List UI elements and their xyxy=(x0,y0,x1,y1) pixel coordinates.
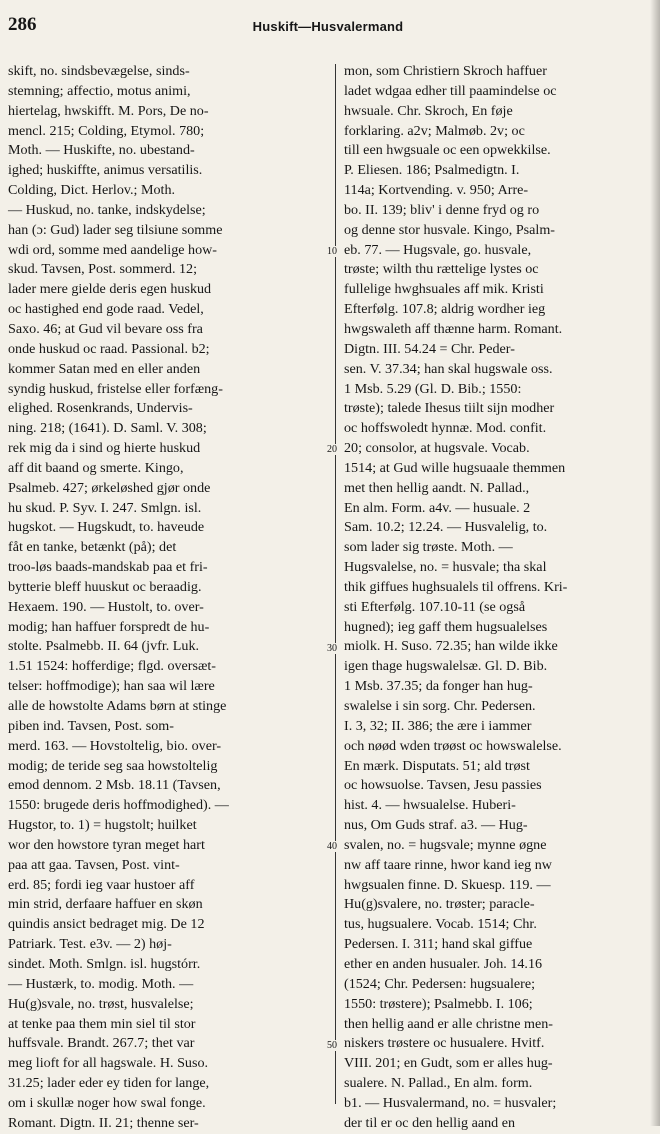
text-line: Saxo. 46; at Gud vil bevare oss fra xyxy=(8,320,203,337)
text-line: alle de howstolte Adams børn at stinge xyxy=(8,698,227,714)
text-line: ladet wdgaa edher till paamindelse oc xyxy=(344,82,557,99)
text-line: hugned); ieg gaff them hugsualelses xyxy=(344,618,548,635)
text-line: (1524; Chr. Pedersen: hugsualere; xyxy=(344,975,536,992)
text-line: Sam. 10.2; 12.24. — Husvalelig, to. xyxy=(344,519,548,536)
text-line: — Hustærk, to. modig. Moth. — xyxy=(8,975,194,992)
text-line: som lader sig trøste. Moth. — xyxy=(344,539,513,556)
text-line: elighed. Rosenkrands, Undervis- xyxy=(8,400,193,417)
text-line: hu skud. P. Syv. I. 247. Smlgn. isl. xyxy=(8,499,202,516)
text-line: En mærk. Disputats. 51; ald trøst xyxy=(344,757,530,774)
text-line: 20; consolor, at hugsvale. Vocab. xyxy=(344,440,530,457)
text-line: svalen, no. = hugsvale; mynne øgne xyxy=(344,836,547,853)
text-line: stemning; affectio, motus animi, xyxy=(8,82,191,99)
text-line: kommer Satan med en eller anden xyxy=(8,360,201,377)
text-line: sen. V. 37.34; han skal hugswale oss. xyxy=(344,360,553,377)
text-line: 1 Msb. 5.29 (Gl. D. Bib.; 1550: xyxy=(344,380,522,397)
text-line: Hugsvalelse, no. = husvale; tha skal xyxy=(344,559,547,576)
text-line: oc hastighed end gode raad. Vedel, xyxy=(8,301,204,318)
text-line: Hu(g)svalere, no. trøster; paracle- xyxy=(344,896,535,913)
text-line: wdi ord, somme med aandelige how- xyxy=(8,241,218,258)
text-line: min strid, derfaare haffuer en skøn xyxy=(8,896,203,913)
text-line: troo-løs baads-mandskab paa et fri- xyxy=(8,559,208,576)
text-line: Digtn. III. 54.24 = Chr. Peder- xyxy=(344,340,515,357)
page-number: 286 xyxy=(8,14,37,35)
text-line: niskers trøstere oc husualere. Hvitf. xyxy=(344,1035,545,1052)
line-number-marker: 20 xyxy=(327,444,337,456)
text-line: sti Efterfølg. 107.10-11 (se også xyxy=(344,598,526,615)
running-head: Huskift—Husvalermand xyxy=(252,19,404,34)
text-line: erd. 85; fordi ieg vaar hustoer aff xyxy=(8,876,195,893)
text-line: 1 Msb. 37.35; da fonger han hug- xyxy=(344,678,533,695)
text-line: thik giffues hughsualels til offrens. Kri- xyxy=(344,578,568,595)
text-line: P. Eliesen. 186; Psalmedigtn. I. xyxy=(344,162,520,179)
text-line: 1514; at Gud wille hugsuaale themmen xyxy=(344,459,566,476)
text-line: skud. Tavsen, Post. sommerd. 12; xyxy=(8,261,198,278)
column-divider xyxy=(335,64,336,1104)
text-line: forklaring. a2v; Malmøb. 2v; oc xyxy=(344,122,525,139)
line-number-marker: 30 xyxy=(327,642,337,654)
text-line: at tenke paa them min siel til stor xyxy=(8,1015,196,1032)
text-line: modig; han haffuer forspredt de hu- xyxy=(8,618,210,635)
text-line: bytterie bleff huuskut oc beraadig. xyxy=(8,578,202,595)
text-line: onde huskud oc raad. Passional. b2; xyxy=(8,340,210,357)
text-line: hwsuale. Chr. Skroch, En føje xyxy=(344,102,513,119)
text-line: hwgsualen finne. D. Skuesp. 119. — xyxy=(344,876,551,893)
text-line: hwgswaleth aff thænne harm. Romant. xyxy=(344,320,563,337)
text-line: tus, hugsualere. Vocab. 1514; Chr. xyxy=(344,916,537,933)
text-line: fullelige hwghsuales aff mik. Kristi xyxy=(344,281,544,298)
text-line: modig; de teride seg saa howstoltelig xyxy=(8,757,218,774)
text-line: hiertelag, hwskifft. M. Pors, De no- xyxy=(8,102,209,119)
text-line: hist. 4. — hwsualelse. Huberi- xyxy=(344,797,516,814)
line-number-marker: 50 xyxy=(327,1039,337,1051)
text-line: Pedersen. I. 311; hand skal giffue xyxy=(344,936,533,953)
text-line: aff dit baand og smerte. Kingo, xyxy=(8,459,184,476)
text-line: piben ind. Tavsen, Post. som- xyxy=(8,717,174,734)
text-line: En alm. Form. a4v. — husuale. 2 xyxy=(344,499,531,516)
text-line: der til er oc den hellig aand en xyxy=(344,1114,516,1131)
text-line: Hugstor, to. 1) = hugstolt; huilket xyxy=(8,817,197,834)
text-line: met then hellig aandt. N. Pallad., xyxy=(344,479,530,496)
text-line: nus, Om Guds straf. a3. — Hug- xyxy=(344,817,528,834)
text-line: lader mere gielde deris egen huskud xyxy=(8,281,212,298)
text-line: meg lioft for all hagswale. H. Suso. xyxy=(8,1055,209,1072)
text-line: — Huskud, no. tanke, indskydelse; xyxy=(8,201,206,218)
page-header xyxy=(8,14,648,40)
text-line: Hexaem. 190. — Hustolt, to. over- xyxy=(8,598,204,615)
text-line: swalelse i sin sorg. Chr. Pedersen. xyxy=(344,698,536,714)
text-line: Romant. Digtn. II. 21; thenne ser- xyxy=(8,1114,199,1131)
text-line: igen thage hugswalelsæ. Gl. D. Bib. xyxy=(344,658,548,675)
text-line: om i skullæ noger how swal fonge. xyxy=(8,1094,206,1111)
text-line: och nøød wden trøøst oc howswalelse. xyxy=(344,737,562,754)
text-line: skift, no. sindsbevægelse, sinds- xyxy=(8,63,190,79)
text-line: quindis ansict bedraget mig. De 12 xyxy=(8,916,205,933)
text-line: ning. 218; (1641). D. Saml. V. 308; xyxy=(8,420,207,437)
page-edge-shadow xyxy=(650,0,660,1126)
text-line: 114a; Kortvending. v. 950; Arre- xyxy=(344,182,529,199)
text-line: ether en anden husualer. Joh. 14.16 xyxy=(344,955,543,972)
text-line: syndig huskud, fristelse eller forfæng- xyxy=(8,380,223,397)
text-line: sindet. Moth. Smlgn. isl. hugstórr. xyxy=(8,955,201,972)
text-line: Efterfølg. 107.8; aldrig wordher ieg xyxy=(344,301,546,318)
text-line: paa att gaa. Tavsen, Post. vint- xyxy=(8,856,180,873)
text-line: huffsvale. Brandt. 267.7; thet var xyxy=(8,1035,195,1052)
right-column xyxy=(344,62,652,1134)
text-line: ighed; huskiffte, animus versatilis. xyxy=(8,162,203,179)
text-line: Moth. — Huskifte, no. ubestand- xyxy=(8,142,195,159)
text-line: Hu(g)svale, no. trøst, husvalelse; xyxy=(8,995,194,1012)
text-line: telser: hoffmodige); han saa wil lære xyxy=(8,678,215,695)
text-line: oc howsuolse. Tavsen, Jesu passies xyxy=(344,777,542,794)
line-number-marker: 40 xyxy=(327,841,337,853)
text-line: 1550: trøstere); Psalmebb. I. 106; xyxy=(344,995,533,1012)
text-line: rek mig da i sind og hierte huskud xyxy=(8,440,201,457)
left-column xyxy=(8,62,326,1134)
text-line: Colding, Dict. Herlov.; Moth. xyxy=(8,182,176,199)
text-line: mon, som Christiern Skroch haffuer xyxy=(344,63,547,79)
text-line: I. 3, 32; II. 386; the ære i iammer xyxy=(344,717,532,734)
text-line: sualere. N. Pallad., En alm. form. xyxy=(344,1075,533,1092)
text-line: nw aff taare rinne, hwor kand ieg nw xyxy=(344,856,552,873)
text-line: emod dennom. 2 Msb. 18.11 (Tavsen, xyxy=(8,777,221,794)
text-line: then hellig aand er alle christne men- xyxy=(344,1015,553,1032)
text-line: hugskot. — Hugskudt, to. haveude xyxy=(8,519,205,536)
text-line: wor den howstore tyran meget hart xyxy=(8,836,205,853)
text-line: stolte. Psalmebb. II. 64 (jvfr. Luk. xyxy=(8,638,200,655)
text-line: eb. 77. — Hugsvale, go. husvale, xyxy=(344,241,532,258)
text-line: till een hwgsuale oc een opwekkilse. xyxy=(344,142,551,159)
text-line: bo. II. 139; bliv' i denne fryd og ro xyxy=(344,201,540,218)
text-line: 1.51 1524: hofferdige; flgd. oversæt- xyxy=(8,658,216,675)
text-line: b1. — Husvalermand, no. = husvaler; xyxy=(344,1094,557,1111)
text-line: Psalmeb. 427; ørkeløshed gjør onde xyxy=(8,479,211,496)
text-line: VIII. 201; en Gudt, som er alles hug- xyxy=(344,1055,553,1072)
text-line: fåt en tanke, betænkt (på); det xyxy=(8,539,177,556)
text-line: oc hoffswoledt hynnæ. Mod. confit. xyxy=(344,420,547,437)
text-line: 31.25; lader eder ey tiden for lange, xyxy=(8,1075,210,1092)
text-line: 1550: brugede deris hoffmodighed). — xyxy=(8,797,229,814)
text-line: Patriark. Test. e3v. — 2) høj- xyxy=(8,936,172,953)
text-line: han (ɔ: Gud) lader seg tilsiune somme xyxy=(8,221,223,238)
text-line: mencl. 215; Colding, Etymol. 780; xyxy=(8,122,205,139)
line-number-marker: 10 xyxy=(327,245,337,257)
text-line: trøste); talede Ihesus tiilt sijn modher xyxy=(344,400,555,417)
text-line: og denne stor husvale. Kingo, Psalm- xyxy=(344,221,555,238)
text-line: miolk. H. Suso. 72.35; han wilde ikke xyxy=(344,638,558,655)
text-line: trøste; wilth thu rættelige lystes oc xyxy=(344,261,539,278)
text-line: merd. 163. — Hovstoltelig, bio. over- xyxy=(8,737,222,754)
